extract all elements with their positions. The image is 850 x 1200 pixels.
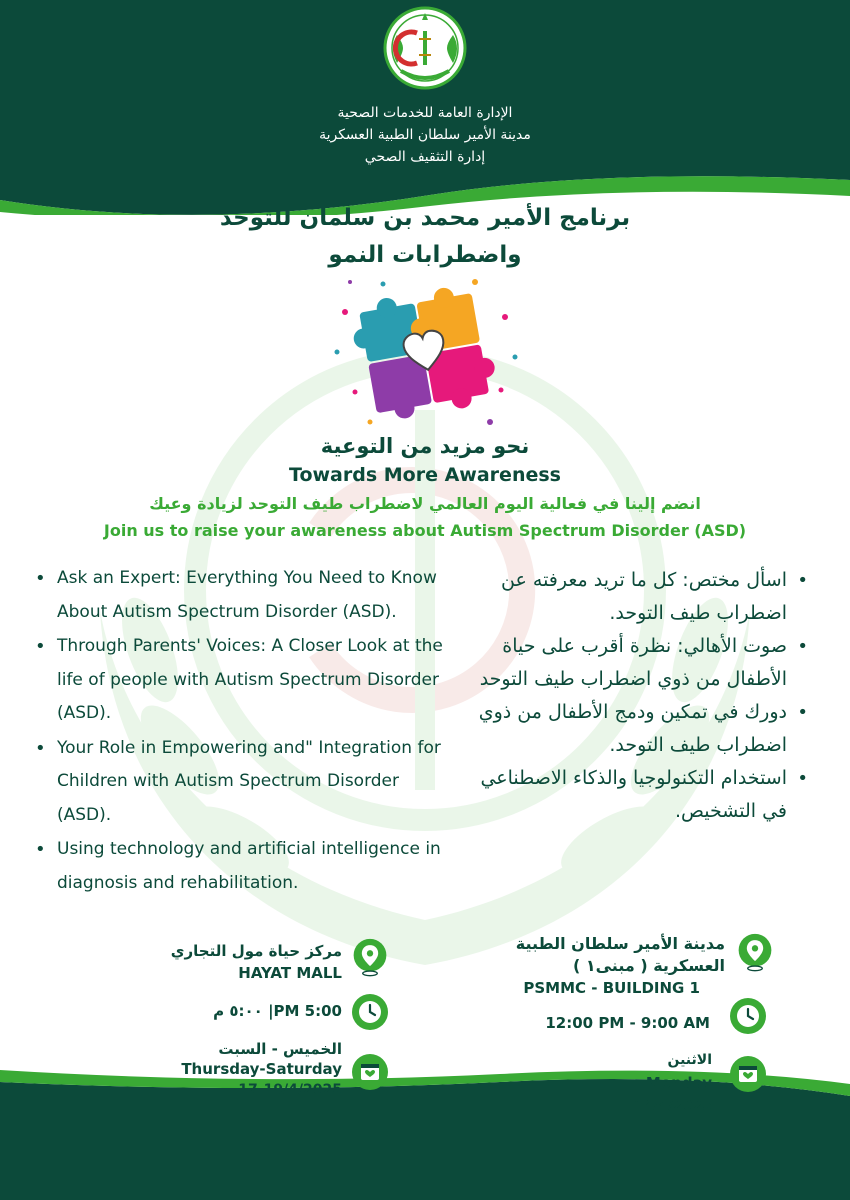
left-days-en: Thursday-Saturday bbox=[181, 1060, 342, 1078]
left-date: 17-19/4/2025 bbox=[238, 1082, 342, 1098]
right-day-en: Monday bbox=[645, 1074, 712, 1092]
org-line-2: مدينة الأمير سلطان الطبية العسكرية bbox=[319, 127, 531, 143]
invite-en: Join us to raise your awareness about Autism Spectrum Disorder (ASD) bbox=[103, 521, 747, 540]
right-date: 14/4/2025 bbox=[633, 1098, 712, 1114]
topics-list-ar bbox=[465, 564, 810, 828]
invite-ar: انضم إلينا في فعالية اليوم العالمي لاضطراب طيف التوحد لزيادة وعيك bbox=[149, 494, 701, 513]
footer-background bbox=[0, 1060, 850, 1200]
left-location-en: HAYAT MALL bbox=[238, 964, 342, 982]
topics-list-en bbox=[35, 562, 455, 901]
topic-en-item: • Through Parents' Voices: A Closer Look at the life of people with Autism Spectrum Disorder (ASD). bbox=[35, 630, 455, 731]
right-day-ar: الاثنين bbox=[667, 1052, 712, 1068]
topic-ar-item: • دورك في تمكين ودمج الأطفال من ذوي اضطراب طيف التوحد. bbox=[465, 696, 810, 762]
org-line-1: الإدارة العامة للخدمات الصحية bbox=[337, 105, 513, 121]
clock-icon bbox=[350, 992, 390, 1032]
program-title-line-2: واضطرابات النمو bbox=[328, 242, 522, 268]
program-title-line-1: برنامج الأمير محمد بن سلمان للتوحد bbox=[219, 205, 631, 231]
right-location-ar-line2: العسكرية ( مبنى١ ) bbox=[572, 956, 725, 975]
topic-en-item: • Using technology and artificial intelligence in diagnosis and rehabilitation. bbox=[35, 833, 455, 900]
awareness-title-en: Towards More Awareness bbox=[289, 464, 561, 486]
clock-icon bbox=[728, 996, 768, 1036]
puzzle-heart-illustration bbox=[325, 272, 525, 432]
location-pin-icon bbox=[350, 937, 390, 977]
topic-en-item: • Your Role in Empowering and" Integration for Children with Autism Spectrum Disorder (ASD). bbox=[35, 732, 455, 833]
topic-ar-item: • اسأل مختص: كل ما تريد معرفته عن اضطراب طيف التوحد. bbox=[465, 564, 810, 630]
topic-ar-item: • صوت الأهالي: نظرة أقرب على حياة الأطفال من ذوي اضطراب طيف التوحد bbox=[465, 630, 810, 696]
org-line-3: إدارة التثقيف الصحي bbox=[364, 149, 486, 165]
right-location-ar-line1: مدينة الأمير سلطان الطبية bbox=[515, 934, 725, 953]
topic-en-item: • Ask an Expert: Everything You Need to Know About Autism Spectrum Disorder (ASD). bbox=[35, 562, 455, 629]
left-days-ar: الخميس - السبت bbox=[218, 1040, 342, 1058]
location-pin-icon bbox=[735, 932, 775, 972]
topic-ar-item: • استخدام التكنولوجيا والذكاء الاصطناعي في التشخيص. bbox=[465, 762, 810, 828]
awareness-title-ar: نحو مزيد من التوعية bbox=[320, 434, 530, 458]
right-location-en: PSMMC - BUILDING 1 bbox=[523, 979, 700, 997]
calendar-icon bbox=[728, 1054, 768, 1094]
left-location-ar: مركز حياة مول التجاري bbox=[170, 942, 342, 960]
right-time: 12:00 PM - 9:00 AM bbox=[545, 1014, 710, 1032]
calendar-icon bbox=[350, 1052, 390, 1092]
logo-emblem bbox=[375, 5, 475, 91]
left-time: ٥:٠٠ م |PM 5:00 bbox=[213, 1002, 342, 1020]
